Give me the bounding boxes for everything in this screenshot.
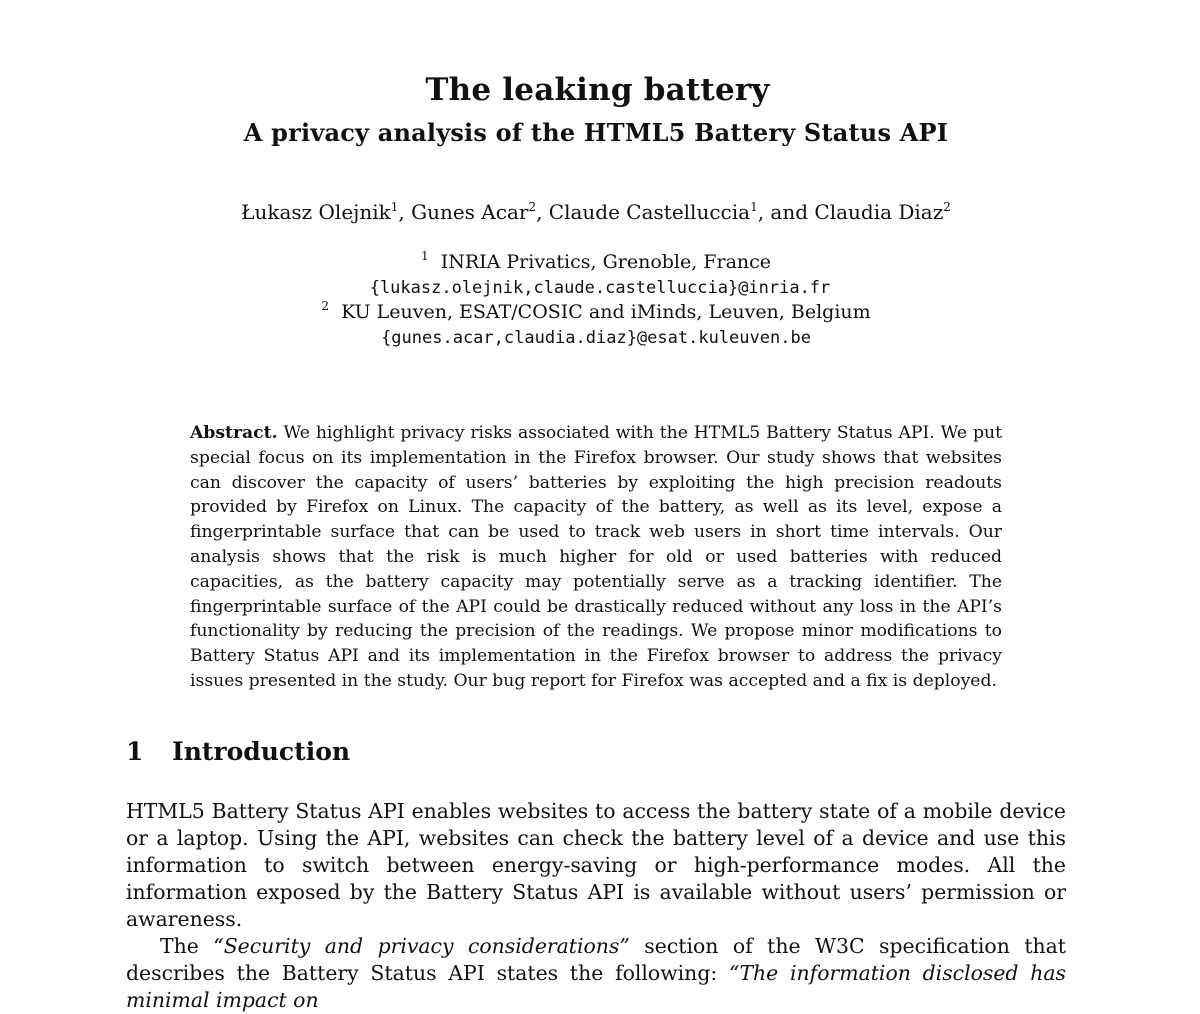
author-name: Claudia Diaz (814, 200, 944, 224)
affiliation-number: 1 (420, 249, 429, 263)
abstract-label: Abstract. (190, 423, 278, 443)
intro-text: The (160, 934, 214, 958)
affiliation-1 (0, 251, 1192, 273)
author-affiliation-mark: 1 (390, 200, 399, 214)
author-affiliation-mark: 1 (750, 200, 758, 214)
section-number: 1 (126, 737, 144, 766)
section-title: Introduction (172, 737, 351, 766)
author-affiliation-mark: 2 (528, 200, 537, 214)
intro-quote: “The information disclosed has minimal impact on (126, 961, 1066, 1012)
author-separator: , (398, 200, 412, 224)
affiliation-2 (0, 301, 1192, 323)
author-name: Claude Castelluccia (548, 200, 751, 224)
author-list (0, 200, 1192, 224)
paper-title: The leaking battery (425, 72, 770, 108)
author-name: Gunes Acar (411, 200, 529, 224)
introduction-body (126, 798, 1066, 1014)
intro-text: section of the W3C specification that describes the Battery Status API states the following: (126, 934, 1066, 985)
affiliation-institution: INRIA Privatics, Grenoble, France (440, 251, 772, 273)
intro-paragraph-2 (126, 933, 1066, 1014)
paper-subtitle: A privacy analysis of the HTML5 Battery Status API (243, 118, 949, 147)
author-separator: , and (757, 200, 815, 224)
abstract (190, 421, 1002, 694)
affiliation-1-emails: {lukasz.olejnik,claude.castelluccia}@inria.fr (369, 278, 831, 298)
author-affiliation-mark: 2 (943, 200, 951, 214)
intro-paragraph-1: HTML5 Battery Status API enables websites to access the battery state of a mobile device or a laptop. Using the API, websites can check the battery level of a device and use this information to switch between energy-saving or high-performance modes. All the information exposed by the Battery Status API is available without users’ permission or awareness. (126, 799, 1066, 931)
affiliation-2-emails: {gunes.acar,claudia.diaz}@esat.kuleuven.be (381, 328, 811, 348)
author-name: Łukasz Olejnik (241, 200, 391, 224)
section-heading (126, 737, 350, 766)
intro-quote: “Security and privacy considerations” (213, 934, 630, 958)
abstract-text: We highlight privacy risks associated with the HTML5 Battery Status API. We put special focus on its implementation in the Firefox browser. Our study shows that websites can discover the capacity of users’ batteries by exploiting the high precision readouts provided by Firefox on Linux. The capacity of the battery, as well as its level, expose a fingerprintable surface that can be used to track web users in short time intervals. Our analysis shows that the risk is much higher for old or used batteries with reduced capacities, as the battery capacity may potentially serve as a tracking identifier. The fingerprintable surface of the API could be drastically reduced without any loss in the API’s functionality by reducing the precision of the readings. We propose minor modifications to Battery Status API and its implementation in the Firefox browser to address the privacy issues presented in the study. Our bug report for Firefox was accepted and a fix is deployed. (190, 423, 1002, 691)
affiliation-institution: KU Leuven, ESAT/COSIC and iMinds, Leuven, Belgium (341, 301, 871, 323)
author-separator: , (536, 200, 549, 224)
affiliation-number: 2 (321, 299, 329, 313)
